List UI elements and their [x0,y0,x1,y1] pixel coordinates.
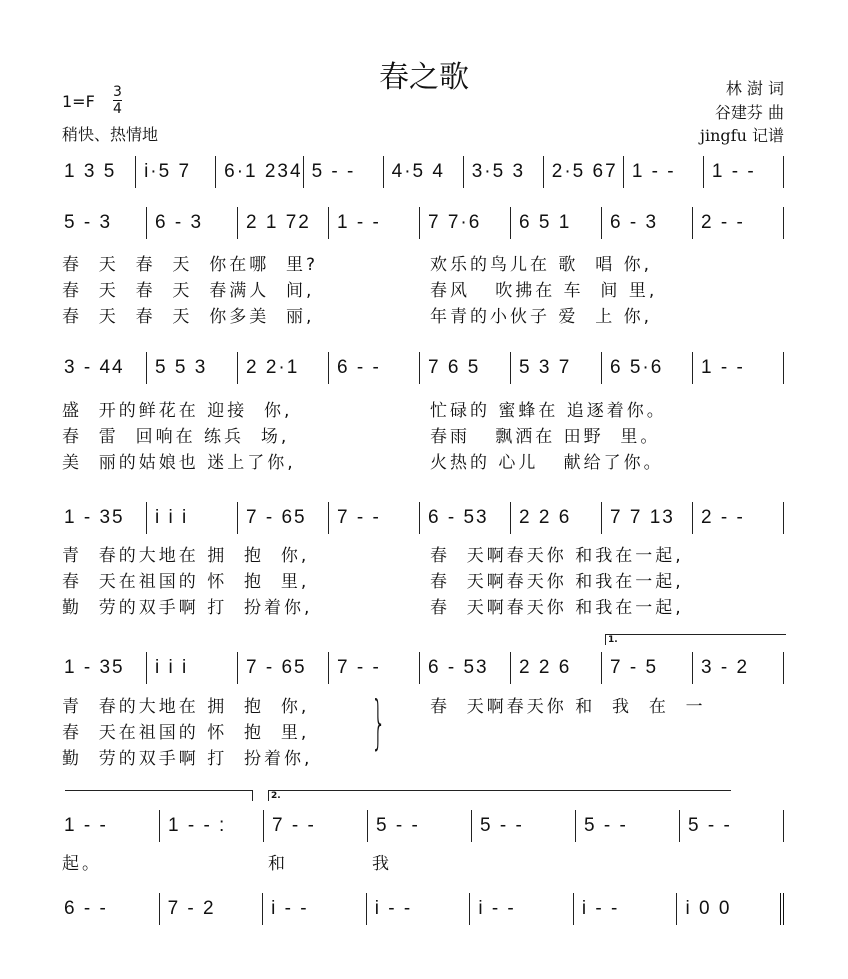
measure: 1 - - [704,156,784,188]
measure: i - - [263,893,367,925]
measure: 3·5 3 [464,156,544,188]
time-signature [113,84,122,117]
measure: 6 - 3 [602,207,693,239]
measure: 7 - - [329,652,420,684]
measure: 5 - - [368,810,472,842]
lyric-line: 青 春的大地在 拥 抱 你, [62,697,310,717]
measure: 6 - 3 [147,207,238,239]
measure: 5 - - [472,810,576,842]
lyric-line: 青 春的大地在 拥 抱 你, [62,546,310,566]
measure: 7 7·6 [420,207,511,239]
measure: 2 2·1 [238,352,329,384]
key-signature: 1=F [62,92,95,111]
lyric-brace: } [371,688,386,756]
lyric-line: 春风 吹拂在 车 间 里, [430,281,658,301]
measure: 5 3 7 [511,352,602,384]
lyric-line: 美 丽的姑娘也 迷上了你, [62,453,296,473]
staff-line [62,893,784,925]
measure: 7 - - [264,810,368,842]
measure: 7 - 65 [238,652,329,684]
volta-1: 1. [605,634,786,645]
lyric-line: 春 天啊春天你 和我在一起, [430,546,684,566]
lyric-line: 年青的小伙子 爱 上 你, [430,307,653,327]
measure: 4·5 4 [384,156,464,188]
time-signature-bottom: 4 [113,101,122,117]
measure: 3 - 44 [62,352,147,384]
measure: 5 - - [304,156,384,188]
lyric-line: 春雨 飘洒在 田野 里。 [430,427,661,447]
measure: 5 - - [680,810,784,842]
staff-line [62,207,784,239]
measure: 1 3 5 [62,156,136,188]
measure: 2 1 72 [238,207,329,239]
measure: 2 - - [693,502,784,534]
measure: 2 - - [693,207,784,239]
measure: 6 5 1 [511,207,602,239]
measure: 7 - 5 [602,652,693,684]
lyric-line: 火热的 心儿 献给了你。 [430,453,664,473]
measure: 1 - - [62,810,160,842]
lyric-line: 春 天啊春天你 和我在一起, [430,572,684,592]
measure: 1 - - [693,352,784,384]
measure: 6 - 53 [420,502,511,534]
song-title: 春之歌 [379,60,469,95]
measure: 7 7 13 [602,502,693,534]
lyric-line: 和 我 [268,854,393,874]
staff-line [62,652,784,684]
measure: 7 - - [329,502,420,534]
measure: 7 6 5 [420,352,511,384]
lyric-line: 勤 劳的双手啊 打 扮着你, [62,598,313,618]
measure: i·5 7 [136,156,216,188]
measure: 2 2 6 [511,502,602,534]
measure: i - - [574,893,678,925]
measure: 1 - - [624,156,704,188]
measure: 3 - 2 [693,652,784,684]
measure: 1 - - : [160,810,264,842]
measure: 5 - 3 [62,207,147,239]
lyric-line: 忙碌的 蜜蜂在 追逐着你。 [430,401,667,421]
lyric-line: 春 天在祖国的 怀 抱 里, [62,572,310,592]
measure: i - - [470,893,574,925]
staff-line [62,810,784,842]
lyric-line: 春 天 春 天 春满人 间, [62,281,315,301]
lyric-line: 起。 [62,854,102,874]
lyric-line: 春 天在祖国的 怀 抱 里, [62,723,310,743]
lyric-line: 春 天啊春天你 和我在一起, [430,598,684,618]
measure: i i i [147,652,238,684]
transcriber: jingfu 记谱 [700,126,784,145]
measure: 6·1 234 [216,156,303,188]
lyricist: 林 澍 词 [725,79,784,98]
measure: 1 - - [329,207,420,239]
measure: i 0 0 [677,893,784,925]
volta-2: 2. [268,790,731,801]
composer: 谷建芬 曲 [714,103,784,122]
measure: 2·5 67 [544,156,624,188]
staff-line [62,156,784,188]
lyric-line: 春 雷 回响在 练兵 场, [62,427,290,447]
staff-line [62,352,784,384]
lyric-line: 春 天 春 天 你在哪 里? [62,255,319,275]
volta-1-end [65,790,253,801]
lyric-line: 春 天 春 天 你多美 丽, [62,307,315,327]
tempo-marking: 稍快、热情地 [62,125,159,144]
measure: 5 5 3 [147,352,238,384]
lyric-line: 勤 劳的双手啊 打 扮着你, [62,749,313,769]
lyric-line: 盛 开的鲜花在 迎接 你, [62,401,293,421]
measure: i i i [147,502,238,534]
measure: 5 - - [576,810,680,842]
measure: 7 - 2 [160,893,264,925]
measure: 7 - 65 [238,502,329,534]
staff-line [62,502,784,534]
measure: 6 - 53 [420,652,511,684]
measure: 6 5·6 [602,352,693,384]
measure: 2 2 6 [511,652,602,684]
measure: 6 - - [62,893,160,925]
measure: i - - [367,893,471,925]
time-signature-top: 3 [113,84,122,100]
lyric-line: 春 天啊春天你 和 我 在 一 [430,697,706,717]
measure: 6 - - [329,352,420,384]
measure: 1 - 35 [62,502,147,534]
lyric-line: 欢乐的鸟儿在 歌 唱 你, [430,255,653,275]
measure: 1 - 35 [62,652,147,684]
